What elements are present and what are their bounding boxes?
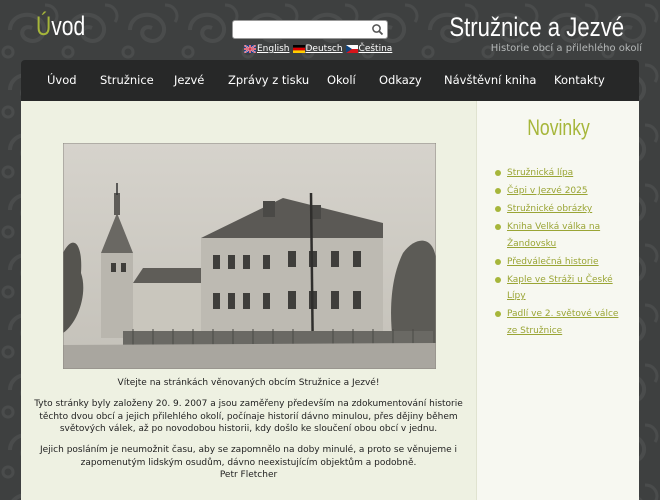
sidebar-title: Novinky	[527, 115, 590, 140]
mission-paragraph: Jejich posláním je neumožnit času, aby se zapomnělo na doby minulé, a proto se věnujeme i zapomenutým lidským osudům, dávno neexistujícím objektům a podobně.	[39, 445, 457, 468]
news-item[interactable]: Předválečná historie	[495, 254, 630, 271]
nav-item-kontakty[interactable]: Kontakty	[554, 73, 605, 87]
header	[0, 0, 660, 60]
intro-paragraph: Tyto stránky byly založeny 20. 9. 2007 a jsou zaměřeny především na zdokumentování historie těchto dvou obcí a jejich přilehlého okolí, počínaje historií dávno minulou, přes dějiny během světových válek, až po novodobou historii, kdy došlo ke sloučení obou obcí v jednu.	[34, 399, 463, 434]
nav-item-zpravy-z-tisku[interactable]: Zprávy z tisku	[228, 73, 310, 87]
cz-flag-icon	[346, 45, 358, 53]
page-title	[36, 8, 85, 44]
welcome-text: Vítejte na stránkách věnovaných obcím Stružnice a Jezvé!	[117, 378, 380, 388]
nav-item-navstevni-kniha[interactable]: Návštěvní kniha	[444, 73, 537, 87]
news-list	[495, 165, 630, 341]
nav-item-odkazy[interactable]: Odkazy	[379, 73, 422, 87]
main-nav	[21, 60, 639, 101]
news-sidebar	[476, 101, 639, 500]
nav-item-jezve[interactable]: Jezvé	[174, 73, 205, 87]
site-title[interactable]: Stružnice a Jezvé	[449, 12, 624, 42]
news-item[interactable]: Padlí ve 2. světové válce ze Stružnice	[495, 306, 630, 339]
search-icon[interactable]	[371, 23, 384, 36]
main-content	[21, 101, 476, 500]
gb-flag-icon	[244, 45, 256, 53]
signature: Petr Fletcher	[219, 470, 278, 480]
site-subtitle: Historie obcí a přilehlého okolí	[490, 43, 642, 54]
language-english[interactable]	[244, 44, 290, 54]
language-switcher	[244, 44, 392, 54]
language-german-link[interactable]: Deutsch	[305, 44, 343, 54]
news-item[interactable]: Stružnická lípa	[495, 165, 630, 182]
search-box	[232, 20, 388, 39]
language-czech-link[interactable]: Čeština	[358, 44, 393, 54]
page-title-initial: Ú	[36, 11, 52, 41]
language-czech[interactable]	[346, 44, 393, 54]
news-item[interactable]: Kaple ve Stráži u České Lípy	[495, 272, 630, 305]
nav-item-struznice[interactable]: Stružnice	[100, 73, 154, 87]
news-item[interactable]: Kniha Velká válka na Žandovsku	[495, 219, 630, 252]
news-item[interactable]: Stružnické obrázky	[495, 201, 630, 218]
nav-item-uvod[interactable]: Úvod	[47, 73, 77, 87]
news-item[interactable]: Čápi v Jezvé 2025	[495, 183, 630, 200]
page-title-rest: vod	[51, 11, 86, 41]
historic-photo	[63, 143, 436, 369]
nav-item-okoli[interactable]: Okolí	[327, 73, 356, 87]
search-input[interactable]	[237, 26, 367, 41]
de-flag-icon	[293, 45, 305, 53]
language-german[interactable]	[293, 44, 343, 54]
language-english-link[interactable]: English	[257, 44, 290, 54]
